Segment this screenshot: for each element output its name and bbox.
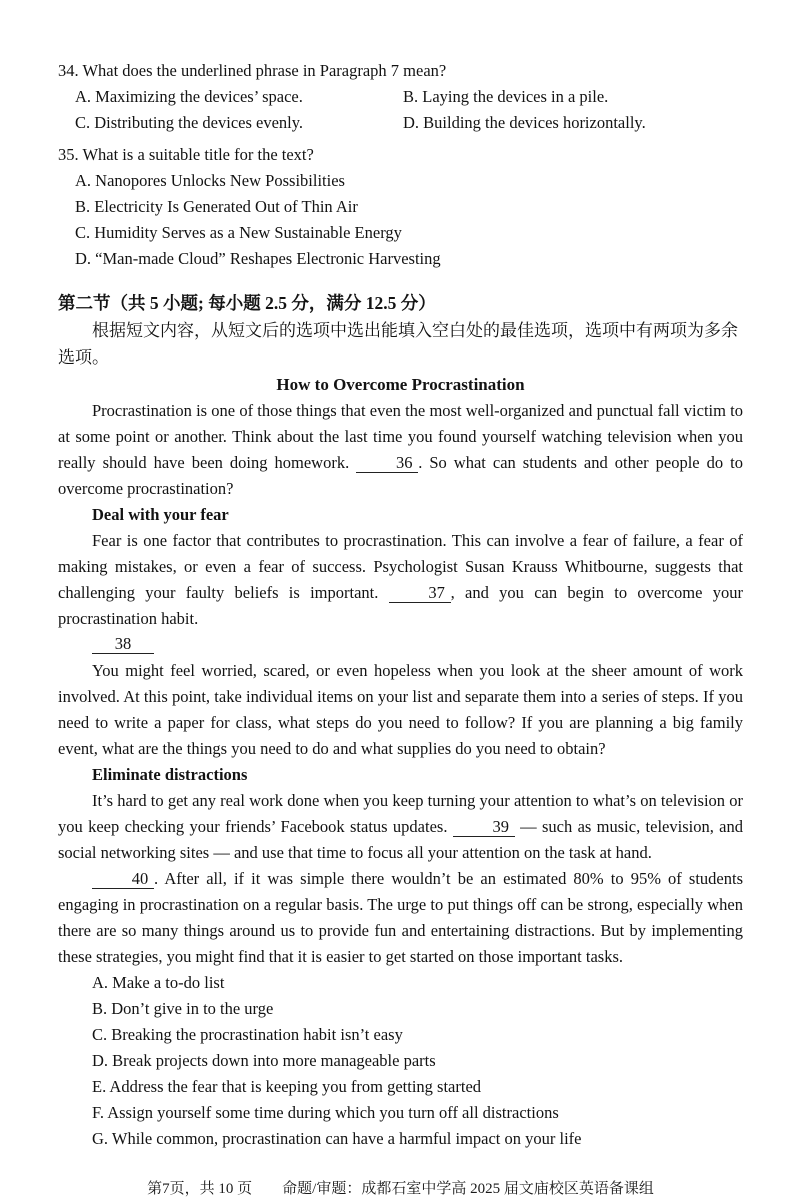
passage-paragraph: You might feel worried, scared, or even hopeless when you look at the sheer amount of work involved. At this point, take individual items on your list and separate them into a series of steps. If you need to write a paper for class, what steps do you need to follow? If you are planning a big family event, what are the things you need to do and what supplies do you need to obtain? [58, 661, 743, 758]
blank-37: 37 [389, 583, 451, 603]
option-text: Electricity Is Generated Out of Thin Air [94, 197, 358, 216]
option-label: A. [75, 87, 92, 106]
question-34-text: What does the underlined phrase in Paragraph 7 mean? [82, 61, 447, 80]
blank-39: 39 [453, 817, 515, 837]
option-text: Distributing the devices evenly. [94, 113, 304, 132]
option-34-b [403, 84, 743, 110]
section-instruction: 根据短文内容，从短文后的选项中选出能填入空白处的最佳选项，选项中有两项为多余选项。 [58, 321, 738, 367]
blank-40: 40 [92, 869, 154, 889]
option-35-a [75, 168, 743, 194]
option-text: Building the devices horizontally. [423, 113, 646, 132]
question-35-options [58, 168, 743, 272]
passage-paragraph: 40 . After all, if it was simple there wouldn’t be an estimated 80% to 95% of students engaging in procrastination on a regular basis. The urge to put things off can be strong, especially when there are so many things around us to provide fun and entertaining distractions. But by implementing these strategies, you might find that it is easier to get started on those important tasks. [58, 869, 743, 966]
option-text: Maximizing the devices’ space. [95, 87, 303, 106]
page-footer [58, 1178, 743, 1200]
choice-item-g: G. While common, procrastination can have a harmful impact on your life [92, 1129, 582, 1148]
choice-item-b: B. Don’t give in to the urge [92, 999, 274, 1018]
option-34-d [403, 110, 743, 136]
passage-subheading: Deal with your fear [92, 505, 229, 524]
option-label: C. [75, 223, 91, 242]
option-label: C. [75, 113, 91, 132]
option-34-a [75, 84, 403, 110]
option-35-c [75, 220, 743, 246]
question-34-stem [58, 58, 743, 84]
option-label: A. [75, 171, 92, 190]
option-label: B. [403, 87, 419, 106]
passage-paragraph: Procrastination is one of those things that even the most well-organized and punctual fall victim to at some point or another. Think about the last time you found yourself watching television when you really should have been doing homework. 36 . So what can students and other people do to overcome procrastination? [58, 401, 743, 498]
passage-paragraph: It’s hard to get any real work done when you keep turning your attention to what’s on television or you keep checking your friends’ Facebook status updates. 39 — such as music, television, and social networking sites — and use that time to focus all your attention on the task at hand. [58, 791, 743, 862]
question-34-number: 34. [58, 61, 79, 80]
passage-paragraph: Fear is one factor that contributes to procrastination. This can involve a fear of failure, a fear of making mistakes, or even a fear of success. Psychologist Susan Krauss Whitbourne, suggests that challenging your faulty beliefs is important. 37 , and you can begin to overcome your procrastination habit. [58, 531, 743, 628]
footer-page-number: 第7页，共 10 页 [147, 1181, 253, 1197]
option-text: Nanopores Unlocks New Possibilities [95, 171, 345, 190]
choice-item-c: C. Breaking the procrastination habit isn’t easy [92, 1025, 403, 1044]
passage-subheading: Eliminate distractions [92, 765, 248, 784]
option-35-d [75, 246, 743, 272]
option-text: Laying the devices in a pile. [422, 87, 609, 106]
section-heading: 第二节（共 5 小题; 每小题 2.5 分，满分 12.5 分） [58, 293, 436, 313]
question-34-options [58, 84, 743, 136]
question-35 [58, 142, 743, 272]
choice-item-e: E. Address the fear that is keeping you from getting started [92, 1077, 482, 1096]
passage-body [58, 398, 743, 970]
option-label: D. [75, 249, 92, 268]
choice-item-f: F. Assign yourself some time during which you turn off all distractions [92, 1103, 559, 1122]
blank-line [58, 632, 743, 658]
option-text: Humidity Serves as a New Sustainable Energy [94, 223, 402, 242]
question-34 [58, 58, 743, 136]
choice-item-d: D. Break projects down into more manageable parts [92, 1051, 436, 1070]
footer-attribution: 命题/审题：成都石室中学高 2025 届文庙校区英语备课组 [282, 1181, 654, 1197]
question-35-number: 35. [58, 145, 79, 164]
option-label: D. [403, 113, 420, 132]
option-label: B. [75, 197, 91, 216]
question-35-stem [58, 142, 743, 168]
option-text: “Man-made Cloud” Reshapes Electronic Harvesting [95, 249, 441, 268]
question-35-text: What is a suitable title for the text? [82, 145, 314, 164]
blank-36: 36 [356, 453, 418, 473]
passage-title: How to Overcome Procrastination [276, 375, 525, 394]
choices-list [58, 970, 743, 1152]
option-35-b [75, 194, 743, 220]
option-34-c [75, 110, 403, 136]
blank-38: 38 [92, 634, 154, 654]
choice-item-a: A. Make a to-do list [92, 973, 225, 992]
